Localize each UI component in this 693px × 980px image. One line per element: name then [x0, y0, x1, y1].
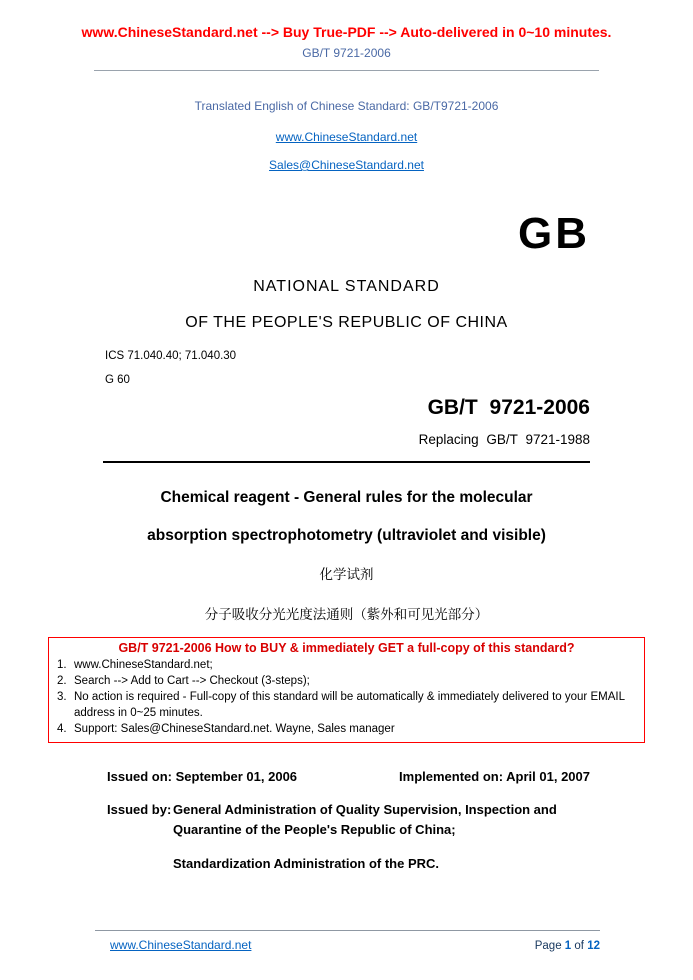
of-label: of — [574, 940, 584, 952]
footer-site-link[interactable]: www.ChineseStandard.net — [110, 938, 252, 952]
promo-banner: www.ChineseStandard.net --> Buy True-PDF --> Auto-delivered in 0~10 minutes. — [81, 24, 612, 40]
list-item-text: No action is required - Full-copy of this standard will be automatically & immediately delivered to your EMAIL address in 0~25 minutes. — [74, 691, 625, 719]
of-prc-heading: OF THE PEOPLE'S REPUBLIC OF CHINA — [185, 314, 508, 331]
buy-box-heading: GB/T 9721-2006 How to BUY & immediately GET a full-copy of this standard? — [118, 641, 575, 655]
title-english-line1: Chemical reagent - General rules for the molecular — [160, 489, 533, 506]
title-chinese-line2: 分子吸收分光光度法通则（紫外和可见光部分） — [204, 607, 489, 622]
list-item — [57, 657, 636, 673]
replacing-note: Replacing GB/T 9721-1988 — [418, 432, 590, 447]
translated-note: Translated English of Chinese Standard: GB/T9721-2006 — [194, 99, 499, 113]
issued-by-block — [107, 800, 603, 874]
issued-on-date: Issued on: September 01, 2006 — [107, 769, 298, 784]
issuer-line3: Standardization Administration of the PRC. — [173, 856, 440, 871]
header-doc-code: GB/T 9721-2006 — [302, 46, 391, 60]
title-english-line2: absorption spectrophotometry (ultraviolet and visible) — [147, 527, 546, 544]
issuer-line2: Quarantine of the People's Republic of China; — [173, 822, 456, 837]
page-number: 1 — [564, 940, 572, 952]
list-item-number: 2. — [57, 675, 67, 687]
issued-by-label: Issued by: — [107, 802, 172, 817]
list-item — [57, 673, 636, 689]
implemented-on-date: Implemented on: April 01, 2007 — [399, 769, 590, 784]
page-indicator — [535, 940, 600, 952]
g-code: G 60 — [105, 374, 130, 386]
buy-steps-list — [57, 657, 636, 737]
email-link[interactable]: Sales@ChineseStandard.net — [269, 158, 424, 172]
list-item — [57, 721, 636, 737]
title-chinese-line1: 化学试剂 — [319, 567, 374, 582]
national-standard-heading: NATIONAL STANDARD — [253, 278, 440, 295]
page-label: Page — [534, 940, 562, 952]
page-footer — [95, 930, 600, 952]
issuer-line1: General Administration of Quality Supervision, Inspection and — [173, 802, 557, 817]
standard-code: GB/T 9721-2006 — [427, 396, 590, 419]
site-link[interactable]: www.ChineseStandard.net — [275, 130, 418, 144]
list-item-number: 4. — [57, 723, 67, 735]
dates-row — [107, 769, 590, 784]
total-pages: 12 — [587, 940, 600, 952]
header-divider — [94, 70, 599, 71]
list-item-text: Search --> Add to Cart --> Checkout (3-steps); — [74, 675, 310, 687]
list-item — [57, 689, 636, 721]
list-item-text: Support: Sales@ChineseStandard.net. Wayne, Sales manager — [74, 723, 395, 735]
ics-code: ICS 71.040.40; 71.040.30 — [105, 350, 237, 362]
list-item-number: 3. — [57, 691, 67, 703]
list-item-text: www.ChineseStandard.net; — [74, 659, 213, 671]
issued-by-body — [173, 800, 557, 874]
buy-info-box — [48, 637, 645, 743]
gb-logo: GB — [518, 209, 590, 258]
list-item-number: 1. — [57, 659, 67, 671]
title-divider — [103, 461, 590, 463]
